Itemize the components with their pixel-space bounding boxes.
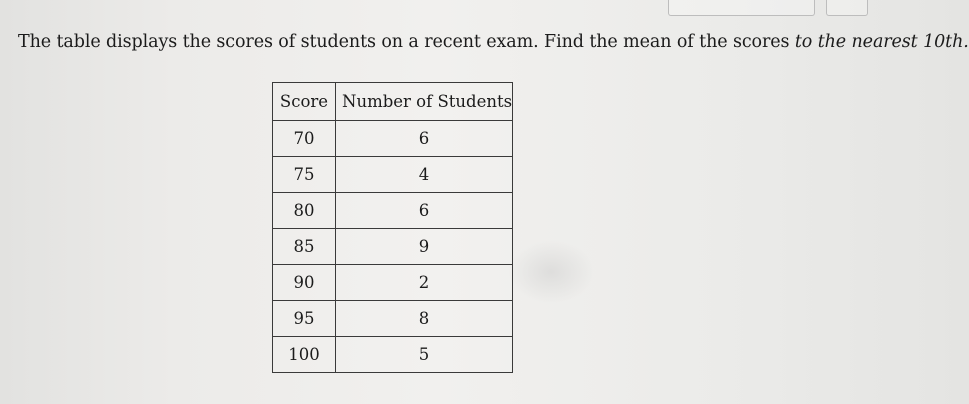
count-cell: 4 bbox=[336, 157, 513, 193]
table-row bbox=[273, 121, 513, 157]
count-cell: 8 bbox=[336, 301, 513, 337]
question-text bbox=[18, 31, 969, 53]
count-cell: 9 bbox=[336, 229, 513, 265]
count-cell: 5 bbox=[336, 337, 513, 373]
score-cell: 95 bbox=[273, 301, 336, 337]
score-cell: 85 bbox=[273, 229, 336, 265]
answer-box-edge bbox=[668, 0, 815, 16]
scores-table bbox=[272, 82, 513, 373]
question-rounding-instruction: to the nearest 10th. bbox=[794, 32, 969, 52]
table-row bbox=[273, 265, 513, 301]
question-main-text: The table displays the scores of students on a recent exam. Find the mean of the scores bbox=[18, 32, 795, 52]
table-row bbox=[273, 229, 513, 265]
score-cell: 75 bbox=[273, 157, 336, 193]
header-number-of-students: Number of Students bbox=[336, 83, 513, 121]
header-score: Score bbox=[273, 83, 336, 121]
table-row bbox=[273, 193, 513, 229]
score-cell: 90 bbox=[273, 265, 336, 301]
background-shadow bbox=[508, 240, 594, 304]
table-row bbox=[273, 157, 513, 193]
count-cell: 2 bbox=[336, 265, 513, 301]
table-row bbox=[273, 337, 513, 373]
score-cell: 80 bbox=[273, 193, 336, 229]
score-cell: 70 bbox=[273, 121, 336, 157]
score-cell: 100 bbox=[273, 337, 336, 373]
count-cell: 6 bbox=[336, 193, 513, 229]
count-cell: 6 bbox=[336, 121, 513, 157]
table-row bbox=[273, 301, 513, 337]
table-header-row bbox=[273, 83, 513, 121]
answer-box-edge bbox=[826, 0, 868, 16]
